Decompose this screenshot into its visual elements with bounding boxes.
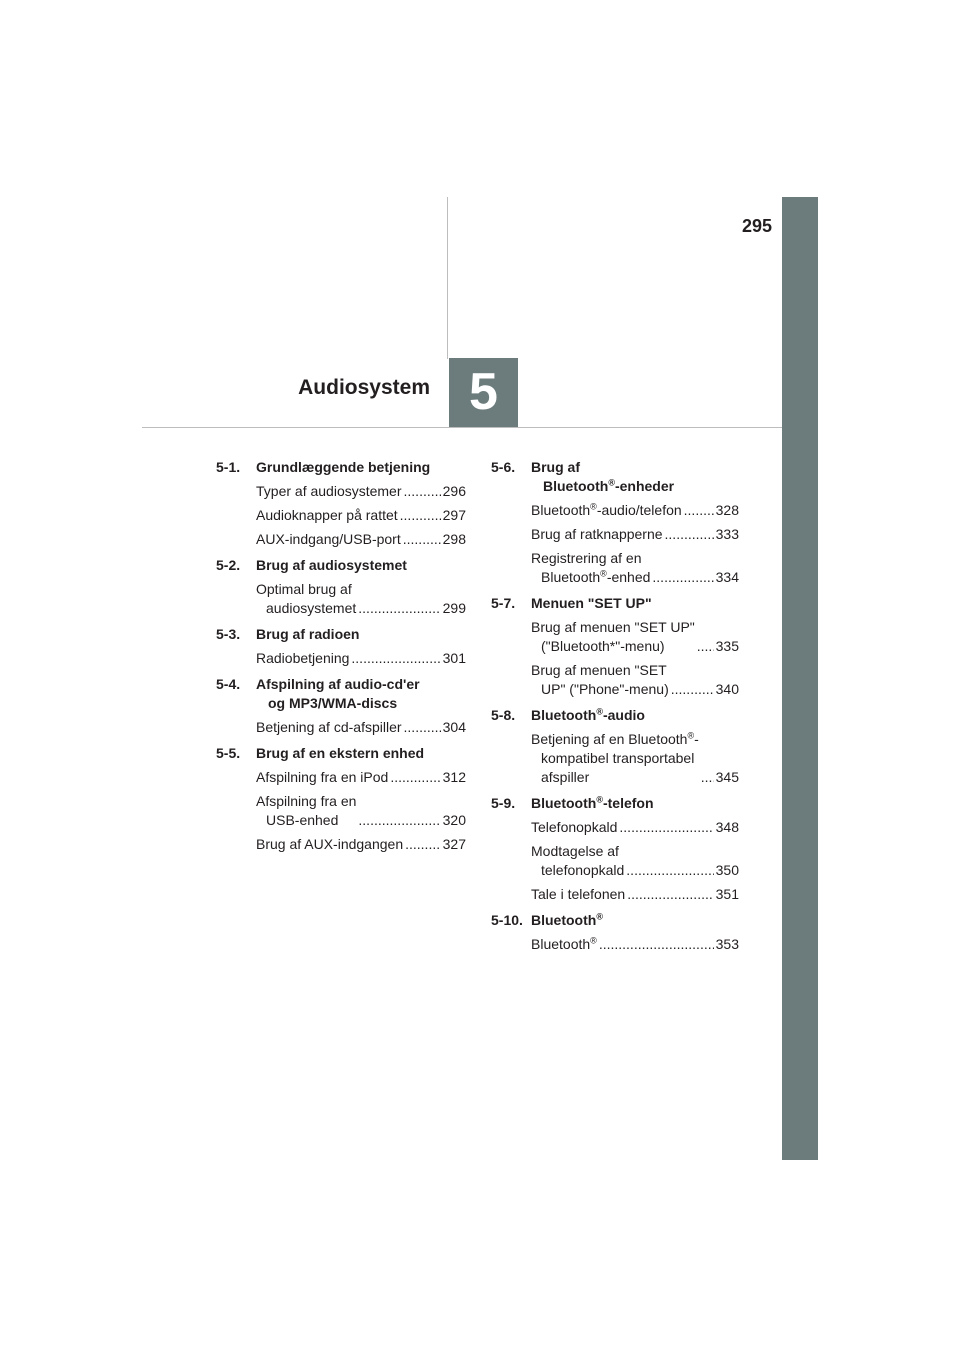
toc-section-5-5	[216, 744, 466, 854]
section-title[interactable]: Grundlæggende betjening	[256, 459, 431, 475]
toc-left-column	[216, 458, 466, 854]
section-number: 5-1.	[216, 459, 241, 475]
section-number: 5-10.	[491, 912, 523, 928]
leader-dots	[619, 818, 713, 837]
entry-page: 350	[715, 862, 739, 878]
entry-label: Registrering af en	[531, 550, 642, 566]
toc-entry[interactable]	[256, 580, 466, 618]
entry-page: 320	[442, 812, 466, 828]
entry-label: AUX-indgang/USB-port	[256, 531, 401, 547]
toc-section-5-6	[491, 458, 739, 587]
toc-section-5-7	[491, 594, 739, 699]
leader-dots	[671, 680, 714, 699]
entry-page: 335	[715, 638, 739, 654]
entry-page: 351	[715, 886, 739, 902]
entry-page: 296	[442, 483, 466, 499]
toc-entry[interactable]	[531, 935, 739, 954]
entry-label: Brug af menuen "SET UP"	[531, 619, 695, 635]
toc-entry[interactable]	[256, 649, 466, 668]
entry-label: Afspilning fra en iPod	[256, 769, 389, 785]
entry-label: Tale i telefonen	[531, 886, 626, 902]
entry-label: Afspilning fra en	[256, 793, 357, 809]
section-title[interactable]: Bluetooth®	[531, 911, 603, 928]
chapter-number: 5	[469, 363, 498, 421]
leader-dots	[358, 599, 440, 618]
leader-dots	[404, 482, 441, 501]
toc-entry[interactable]	[256, 482, 466, 501]
entry-page: 334	[715, 569, 739, 585]
entry-page: 348	[715, 819, 739, 835]
entry-label: Radiobetjening	[256, 650, 350, 666]
toc-entry[interactable]	[531, 842, 739, 880]
entry-page: 304	[442, 719, 466, 735]
section-number: 5-8.	[491, 707, 516, 723]
section-title[interactable]: Brug af radioen	[256, 626, 360, 642]
entry-label: Brug af ratknapperne	[531, 526, 663, 542]
section-number: 5-6.	[491, 459, 516, 475]
section-title[interactable]	[531, 458, 739, 496]
leader-dots	[684, 501, 714, 520]
toc-section-5-8	[491, 706, 739, 787]
leader-dots	[390, 768, 440, 787]
entry-label-cont: UP" ("Phone"-menu)	[541, 681, 669, 697]
chapter-tab-strip	[782, 197, 818, 1160]
leader-dots	[627, 885, 713, 904]
toc-entry[interactable]	[531, 525, 739, 544]
registered-mark: ®	[600, 568, 607, 579]
toc-entry[interactable]	[256, 792, 466, 830]
entry-page: 312	[442, 769, 466, 785]
registered-mark: ®	[596, 911, 603, 922]
page-number: 295	[741, 216, 772, 236]
registered-mark: ®	[590, 935, 597, 946]
toc-entry[interactable]	[531, 501, 739, 520]
leader-dots	[697, 637, 714, 656]
entry-label-cont: audiosystemet	[266, 600, 357, 616]
leader-dots	[599, 935, 714, 954]
toc-section-5-4	[216, 675, 466, 737]
entry-label: Modtagelse af	[531, 843, 619, 859]
section-title-line: Bluetooth®-enheder	[543, 477, 675, 494]
leader-dots	[701, 768, 714, 787]
entry-page: 298	[442, 531, 466, 547]
chapter-number-box	[449, 358, 518, 427]
entry-label: Typer af audiosystemer	[256, 483, 402, 499]
section-number: 5-9.	[491, 795, 516, 811]
toc-entry[interactable]	[531, 549, 739, 587]
entry-label-cont: kompatibel transportabel	[541, 750, 695, 766]
entry-label: Brug af menuen "SET	[531, 662, 667, 678]
leader-dots	[626, 861, 713, 880]
entry-page: 345	[715, 769, 739, 785]
section-number: 5-5.	[216, 745, 241, 761]
leader-dots	[405, 835, 441, 854]
entry-page: 297	[442, 507, 466, 523]
entry-label: Telefonopkald	[531, 819, 618, 835]
entry-label: Brug af AUX-indgangen	[256, 836, 404, 852]
toc-entry[interactable]	[256, 530, 466, 549]
toc-entry[interactable]	[256, 506, 466, 525]
toc-entry[interactable]	[256, 835, 466, 854]
toc-entry[interactable]	[256, 768, 466, 787]
section-title-line: Brug af	[531, 459, 580, 475]
section-title-line: Afspilning af audio-cd'er	[256, 676, 420, 692]
entry-label: Betjening af en Bluetooth®-	[531, 730, 699, 747]
toc-section-5-10	[491, 911, 739, 954]
entry-label: Audioknapper på rattet	[256, 507, 398, 523]
toc-section-5-1	[216, 458, 466, 549]
section-title[interactable]: Bluetooth®-audio	[531, 706, 645, 723]
leader-dots	[358, 811, 440, 830]
leader-dots	[404, 718, 441, 737]
section-title[interactable]	[256, 675, 466, 713]
toc-entry[interactable]	[531, 885, 739, 904]
section-title[interactable]: Brug af audiosystemet	[256, 557, 407, 573]
entry-page: 299	[442, 600, 466, 616]
entry-label-cont: Bluetooth®-enhed	[541, 568, 651, 585]
section-title[interactable]: Menuen "SET UP"	[531, 595, 652, 611]
toc-right-column	[491, 458, 739, 954]
leader-dots	[351, 649, 440, 668]
section-title-line: og MP3/WMA-discs	[268, 695, 398, 711]
leader-dots	[665, 525, 714, 544]
entry-page: 340	[715, 681, 739, 697]
vertical-rule	[447, 197, 448, 359]
entry-label-cont: USB-enhed	[266, 812, 339, 828]
registered-mark: ®	[596, 794, 603, 805]
toc-section-5-3	[216, 625, 466, 668]
section-title[interactable]: Brug af en ekstern enhed	[256, 745, 425, 761]
section-number: 5-7.	[491, 595, 516, 611]
entry-page: 327	[442, 836, 466, 852]
entry-page: 301	[442, 650, 466, 666]
section-number: 5-4.	[216, 676, 241, 692]
entry-label-cont: telefonopkald	[541, 862, 625, 878]
entry-label: Betjening af cd-afspiller	[256, 719, 402, 735]
section-number: 5-3.	[216, 626, 241, 642]
entry-label: Bluetooth®	[531, 935, 597, 952]
entry-label-cont: afspiller	[541, 769, 590, 785]
toc-section-5-9	[491, 794, 739, 904]
chapter-title: Audiosystem	[298, 376, 430, 399]
registered-mark: ®	[687, 730, 695, 741]
registered-mark: ®	[590, 501, 597, 512]
toc-entry[interactable]	[531, 818, 739, 837]
toc-section-5-2	[216, 556, 466, 618]
toc-entry[interactable]	[531, 661, 739, 699]
toc-entry[interactable]	[256, 718, 466, 737]
section-number: 5-2.	[216, 557, 241, 573]
horizontal-rule	[142, 427, 782, 428]
entry-label-cont: ("Bluetooth*"-menu)	[541, 638, 665, 654]
leader-dots	[652, 568, 713, 587]
entry-page: 353	[715, 936, 739, 952]
entry-page: 328	[715, 502, 739, 518]
registered-mark: ®	[596, 706, 603, 717]
entry-label: Bluetooth®-audio/telefon	[531, 501, 682, 518]
section-title[interactable]: Bluetooth®-telefon	[531, 794, 654, 811]
toc-entry[interactable]	[531, 730, 739, 787]
entry-page: 333	[715, 526, 739, 542]
leader-dots	[403, 530, 441, 549]
leader-dots	[400, 506, 441, 525]
registered-mark: ®	[608, 477, 615, 488]
entry-label: Optimal brug af	[256, 581, 352, 597]
toc-entry[interactable]	[531, 618, 739, 656]
